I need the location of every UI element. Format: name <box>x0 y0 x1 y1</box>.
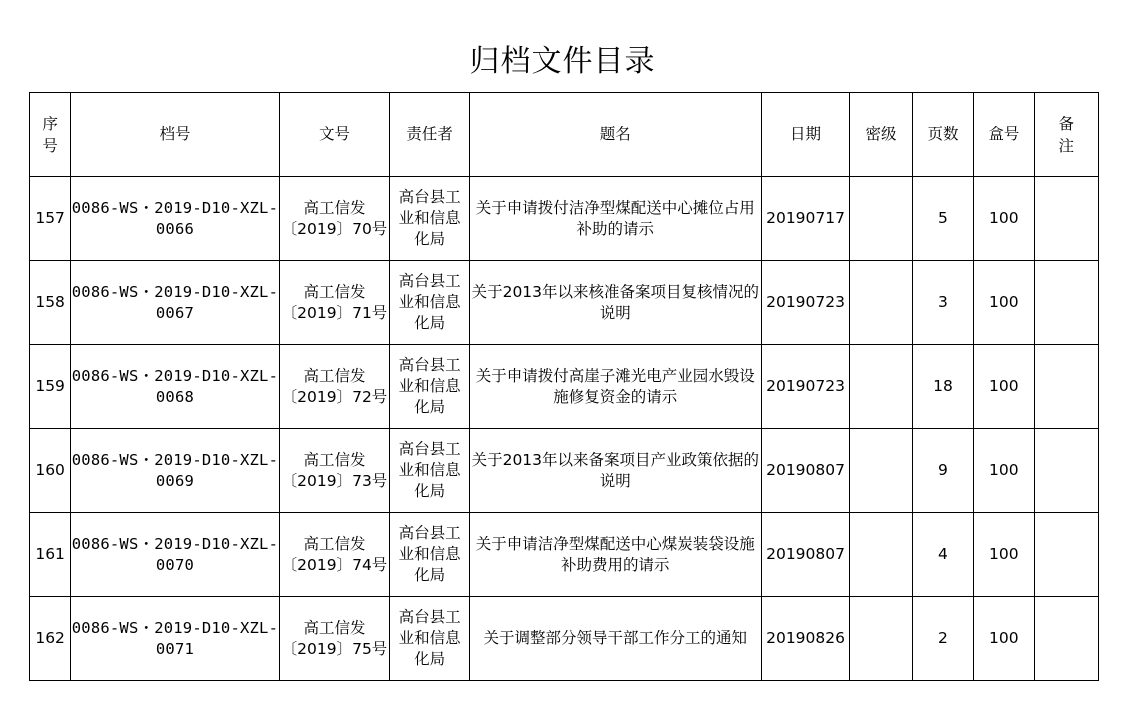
cell-subject: 关于2013年以来备案项目产业政策依据的说明 <box>469 429 761 513</box>
cell-remarks <box>1034 597 1098 681</box>
cell-remarks <box>1034 345 1098 429</box>
cell-pages: 2 <box>912 597 973 681</box>
cell-seq: 162 <box>30 597 71 681</box>
cell-pages: 4 <box>912 513 973 597</box>
cell-doc-no: 高工信发〔2019〕71号 <box>279 261 390 345</box>
header-archive-no: 档号 <box>71 93 279 177</box>
table-header-row <box>30 93 1099 177</box>
cell-seq: 159 <box>30 345 71 429</box>
cell-secrecy <box>850 513 912 597</box>
header-responsible: 责任者 <box>390 93 470 177</box>
cell-responsible: 高台县工业和信息化局 <box>390 177 470 261</box>
header-doc-no: 文号 <box>279 93 390 177</box>
cell-responsible: 高台县工业和信息化局 <box>390 597 470 681</box>
cell-subject: 关于2013年以来核准备案项目复核情况的说明 <box>469 261 761 345</box>
table-row <box>30 429 1099 513</box>
cell-subject: 关于申请拨付高崖子滩光电产业园水毁设施修复资金的请示 <box>469 345 761 429</box>
header-date: 日期 <box>761 93 850 177</box>
cell-box-no: 100 <box>974 345 1034 429</box>
header-subject: 题名 <box>469 93 761 177</box>
cell-box-no: 100 <box>974 177 1034 261</box>
table-row <box>30 177 1099 261</box>
table-row <box>30 513 1099 597</box>
cell-archive-no: 0086-WS・2019-D10-XZL-0066 <box>71 177 279 261</box>
header-box-no: 盒号 <box>974 93 1034 177</box>
cell-secrecy <box>850 597 912 681</box>
cell-secrecy <box>850 261 912 345</box>
cell-secrecy <box>850 345 912 429</box>
cell-archive-no: 0086-WS・2019-D10-XZL-0069 <box>71 429 279 513</box>
cell-pages: 18 <box>912 345 973 429</box>
table-row <box>30 345 1099 429</box>
cell-responsible: 高台县工业和信息化局 <box>390 513 470 597</box>
cell-date: 20190807 <box>761 513 850 597</box>
cell-seq: 158 <box>30 261 71 345</box>
cell-box-no: 100 <box>974 513 1034 597</box>
cell-subject: 关于调整部分领导干部工作分工的通知 <box>469 597 761 681</box>
cell-date: 20190826 <box>761 597 850 681</box>
cell-date: 20190717 <box>761 177 850 261</box>
header-pages: 页数 <box>912 93 973 177</box>
cell-secrecy <box>850 177 912 261</box>
header-secrecy: 密级 <box>850 93 912 177</box>
table-row <box>30 597 1099 681</box>
header-seq: 序号 <box>30 93 71 177</box>
table-row <box>30 261 1099 345</box>
cell-secrecy <box>850 429 912 513</box>
cell-remarks <box>1034 261 1098 345</box>
cell-doc-no: 高工信发〔2019〕72号 <box>279 345 390 429</box>
cell-seq: 157 <box>30 177 71 261</box>
cell-box-no: 100 <box>974 429 1034 513</box>
cell-remarks <box>1034 429 1098 513</box>
cell-box-no: 100 <box>974 261 1034 345</box>
cell-subject: 关于申请拨付洁净型煤配送中心摊位占用补助的请示 <box>469 177 761 261</box>
cell-box-no: 100 <box>974 597 1034 681</box>
cell-responsible: 高台县工业和信息化局 <box>390 345 470 429</box>
cell-remarks <box>1034 513 1098 597</box>
cell-doc-no: 高工信发〔2019〕75号 <box>279 597 390 681</box>
cell-archive-no: 0086-WS・2019-D10-XZL-0070 <box>71 513 279 597</box>
cell-seq: 160 <box>30 429 71 513</box>
cell-pages: 9 <box>912 429 973 513</box>
cell-subject: 关于申请洁净型煤配送中心煤炭装袋设施补助费用的请示 <box>469 513 761 597</box>
cell-doc-no: 高工信发〔2019〕70号 <box>279 177 390 261</box>
page-title: 归档文件目录 <box>469 44 656 79</box>
cell-archive-no: 0086-WS・2019-D10-XZL-0067 <box>71 261 279 345</box>
cell-archive-no: 0086-WS・2019-D10-XZL-0071 <box>71 597 279 681</box>
cell-remarks <box>1034 177 1098 261</box>
cell-pages: 3 <box>912 261 973 345</box>
cell-date: 20190807 <box>761 429 850 513</box>
archive-catalog-table <box>29 92 1099 681</box>
cell-responsible: 高台县工业和信息化局 <box>390 429 470 513</box>
cell-doc-no: 高工信发〔2019〕74号 <box>279 513 390 597</box>
header-remarks: 备注 <box>1034 93 1098 177</box>
cell-date: 20190723 <box>761 261 850 345</box>
cell-seq: 161 <box>30 513 71 597</box>
cell-pages: 5 <box>912 177 973 261</box>
cell-responsible: 高台县工业和信息化局 <box>390 261 470 345</box>
cell-doc-no: 高工信发〔2019〕73号 <box>279 429 390 513</box>
cell-date: 20190723 <box>761 345 850 429</box>
cell-archive-no: 0086-WS・2019-D10-XZL-0068 <box>71 345 279 429</box>
